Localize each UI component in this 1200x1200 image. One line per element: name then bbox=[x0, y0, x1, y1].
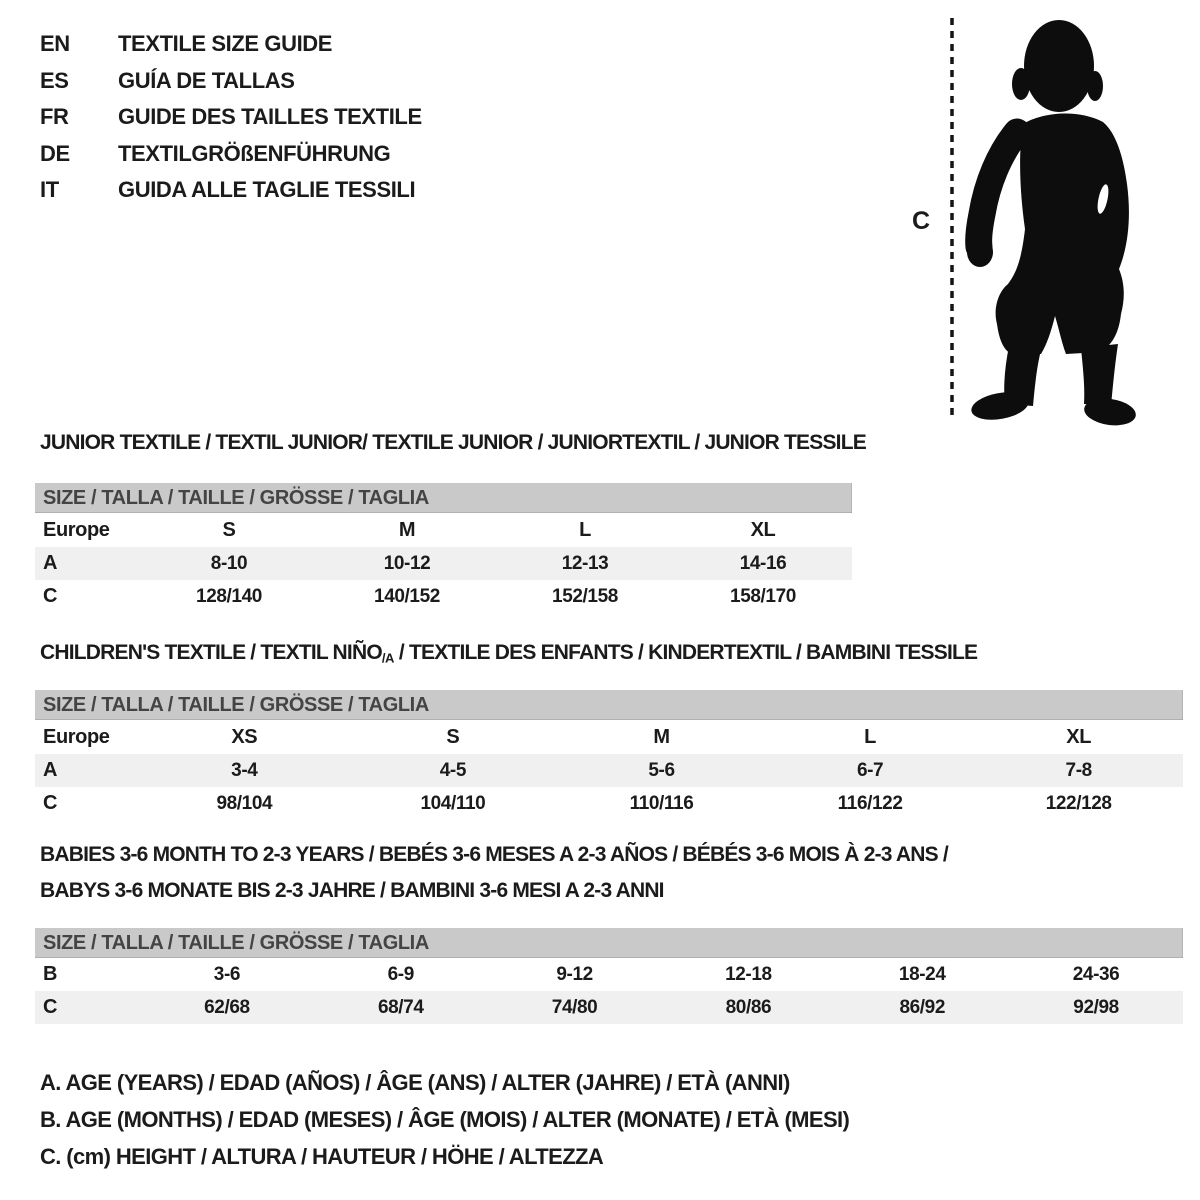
size-value-cell: 4-5 bbox=[439, 759, 467, 781]
size-value-cell: 7-8 bbox=[1065, 759, 1092, 781]
children-title-subscript: /A bbox=[381, 650, 394, 666]
size-column-header: L bbox=[864, 725, 876, 748]
language-code: FR bbox=[40, 104, 69, 130]
size-value-cell: 12-18 bbox=[725, 963, 772, 985]
language-row-en bbox=[40, 26, 422, 63]
footnotes-block bbox=[40, 1064, 849, 1175]
size-value-cell: 6-9 bbox=[387, 963, 414, 985]
babies-section-title-line2: BABYS 3-6 MONATE BIS 2-3 JAHRE / BAMBINI 3-6 MESI A 2-3 ANNI bbox=[40, 879, 664, 902]
language-code: EN bbox=[40, 31, 70, 57]
size-column-header: L bbox=[579, 518, 591, 541]
height-measure-label: C bbox=[912, 207, 930, 235]
size-value-cell: 14-16 bbox=[739, 552, 787, 574]
size-value-cell: 10-12 bbox=[383, 552, 431, 574]
footnote-age-months: B. AGE (MONTHS) / EDAD (MESES) / ÂGE (MOIS) / ALTER (MONATE) / ETÀ (MESI) bbox=[40, 1106, 850, 1132]
size-header-bar: SIZE / TALLA / TAILLE / GRÖSSE / TAGLIA bbox=[35, 928, 1183, 958]
region-label: Europe bbox=[43, 725, 110, 748]
size-column-header: S bbox=[222, 518, 236, 541]
children-section-title bbox=[40, 641, 977, 666]
junior-row-c bbox=[35, 580, 852, 613]
language-title-block bbox=[40, 26, 422, 209]
size-value-cell: 18-24 bbox=[898, 963, 946, 985]
row-label: A bbox=[43, 552, 58, 574]
size-value-cell: 152/158 bbox=[552, 585, 618, 607]
children-row-a bbox=[35, 754, 1183, 787]
size-column-header: M bbox=[398, 518, 416, 541]
size-value-cell: 110/116 bbox=[629, 792, 694, 814]
language-row-it bbox=[40, 172, 422, 209]
toddler-silhouette bbox=[967, 20, 1138, 426]
children-title-part1: CHILDREN'S TEXTILE / TEXTIL NIÑO bbox=[40, 641, 382, 664]
size-value-cell: 158/170 bbox=[730, 585, 796, 607]
row-label: A bbox=[43, 759, 58, 781]
size-value-cell: 62/68 bbox=[204, 996, 250, 1018]
size-value-cell: 92/98 bbox=[1073, 996, 1119, 1018]
babies-size-table bbox=[35, 928, 1183, 1024]
size-value-cell: 9-12 bbox=[556, 963, 593, 985]
row-label: C bbox=[43, 996, 58, 1018]
size-value-cell: 24-36 bbox=[1072, 963, 1120, 985]
size-value-cell: 116/122 bbox=[837, 792, 903, 814]
row-label: C bbox=[43, 585, 58, 607]
children-columns-row bbox=[35, 720, 1183, 754]
size-value-cell: 98/104 bbox=[216, 792, 273, 814]
size-column-header: S bbox=[446, 725, 460, 748]
size-header-bar: SIZE / TALLA / TAILLE / GRÖSSE / TAGLIA bbox=[35, 690, 1183, 720]
footnote-height-cm: C. (cm) HEIGHT / ALTURA / HAUTEUR / HÖHE / ALTEZZA bbox=[40, 1143, 604, 1169]
language-row-de bbox=[40, 136, 422, 173]
children-title-part2: / TEXTILE DES ENFANTS / KINDERTEXTIL / BAMBINI TESSILE bbox=[393, 641, 978, 664]
babies-row-c bbox=[35, 991, 1183, 1024]
guide-title-es: GUÍA DE TALLAS bbox=[118, 67, 295, 93]
row-label: B bbox=[43, 963, 58, 985]
size-value-cell: 128/140 bbox=[196, 585, 262, 607]
language-row-es bbox=[40, 63, 422, 100]
size-value-cell: 12-13 bbox=[561, 552, 609, 574]
junior-columns-row bbox=[35, 513, 852, 547]
size-column-header: XS bbox=[231, 725, 258, 748]
babies-row-b bbox=[35, 958, 1183, 991]
size-value-cell: 3-4 bbox=[231, 759, 258, 781]
size-column-header: M bbox=[653, 725, 670, 748]
junior-row-a bbox=[35, 547, 852, 580]
language-code: IT bbox=[40, 177, 59, 203]
size-value-cell: 104/110 bbox=[420, 792, 486, 814]
guide-title-fr: GUIDE DES TAILLES TEXTILE bbox=[118, 104, 422, 130]
size-value-cell: 6-7 bbox=[856, 759, 884, 781]
size-value-cell: 86/92 bbox=[899, 996, 945, 1018]
size-value-cell: 74/80 bbox=[551, 996, 598, 1018]
guide-title-en: TEXTILE SIZE GUIDE bbox=[118, 31, 333, 57]
size-value-cell: 68/74 bbox=[377, 996, 424, 1018]
row-label: C bbox=[43, 792, 58, 814]
junior-section-title: JUNIOR TEXTILE / TEXTIL JUNIOR/ TEXTILE JUNIOR / JUNIORTEXTIL / JUNIOR TESSILE bbox=[40, 431, 866, 454]
size-column-header: XL bbox=[1066, 725, 1092, 748]
size-column-header: XL bbox=[750, 518, 776, 541]
size-value-cell: 80/86 bbox=[725, 996, 772, 1018]
guide-title-it: GUIDA ALLE TAGLIE TESSILI bbox=[118, 177, 416, 203]
babies-section-title-line1: BABIES 3-6 MONTH TO 2-3 YEARS / BEBÉS 3-6 MESES A 2-3 AÑOS / BÉBÉS 3-6 MOIS À 2-3 ANS / bbox=[40, 843, 948, 866]
footnote-age-years: A. AGE (YEARS) / EDAD (AÑOS) / ÂGE (ANS) / ALTER (JAHRE) / ETÀ (ANNI) bbox=[40, 1069, 790, 1095]
language-code: DE bbox=[40, 140, 70, 166]
size-value-cell: 5-6 bbox=[648, 759, 675, 781]
toddler-silhouette-icon bbox=[905, 10, 1155, 426]
size-value-cell: 140/152 bbox=[374, 585, 440, 607]
children-row-c bbox=[35, 787, 1183, 820]
size-value-cell: 122/128 bbox=[1045, 792, 1112, 814]
region-label: Europe bbox=[43, 518, 110, 541]
guide-title-de: TEXTILGRÖßENFÜHRUNG bbox=[118, 140, 391, 166]
children-size-table bbox=[35, 690, 1183, 820]
size-value-cell: 3-6 bbox=[213, 963, 241, 985]
language-row-fr bbox=[40, 99, 422, 136]
size-header-bar: SIZE / TALLA / TAILLE / GRÖSSE / TAGLIA bbox=[35, 483, 852, 513]
language-code: ES bbox=[40, 67, 69, 93]
junior-size-table bbox=[35, 483, 852, 613]
size-value-cell: 8-10 bbox=[210, 552, 248, 574]
